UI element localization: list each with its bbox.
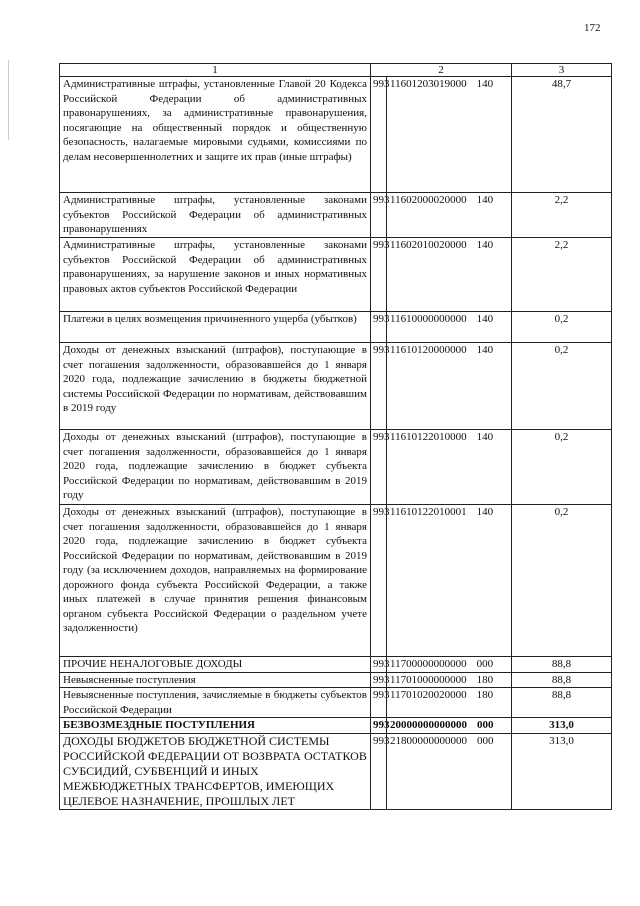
- row-code: [387, 672, 512, 688]
- row-name: БЕЗВОЗМЕЗДНЫЕ ПОСТУПЛЕНИЯ: [60, 718, 371, 734]
- row-kosgu: 180: [476, 673, 494, 686]
- row-name: Доходы от денежных взысканий (штрафов), поступающие в счет погашения задолженности, образовавшейся до 1 января 2020 года, подлежащие зачислению в бюджеты бюджетной системы Российской Федерации по нормативам, действовавшим в 2019 году: [60, 343, 371, 430]
- row-value: 88,8: [512, 672, 612, 688]
- row-value: 2,2: [512, 238, 612, 312]
- table-row: [60, 672, 612, 688]
- revenue-table: [59, 63, 612, 810]
- row-kosgu: 180: [476, 689, 494, 701]
- row-code-number: 21800000000000: [390, 734, 467, 747]
- row-kosgu: 000: [476, 658, 494, 670]
- row-value: 313,0: [512, 718, 612, 734]
- row-value: 0,2: [512, 343, 612, 430]
- row-value: 313,0: [512, 733, 612, 809]
- row-code-number: 11610122010000: [390, 431, 467, 443]
- row-admin: 993: [371, 238, 387, 312]
- row-admin: 993: [371, 657, 387, 673]
- table-row: [60, 657, 612, 673]
- row-admin: 993: [371, 733, 387, 809]
- row-code: [387, 193, 512, 238]
- row-value: 0,2: [512, 505, 612, 657]
- row-code-number: 11701020020000: [390, 689, 467, 701]
- row-name: Доходы от денежных взысканий (штрафов), поступающие в счет погашения задолженности, образовавшейся до 1 января 2020 года, подлежащие зачислению в бюджет субъекта Российской Федерации по нормативам, действовавшим в 2019 году (за исключением доходов, направляемых на формирование дорожного фонда субъекта Российской Федерации, а также иных платежей в случае принятия решения финансовым органом субъекта Российской Федерации о раздельном учете задолженности): [60, 505, 371, 657]
- table-row: [60, 343, 612, 430]
- table-row: [60, 77, 612, 193]
- row-code: [387, 238, 512, 312]
- row-code-number: 11610122010001: [390, 506, 467, 518]
- row-code: [387, 77, 512, 193]
- row-admin: 993: [371, 343, 387, 430]
- row-code-number: 11602010020000: [390, 239, 467, 251]
- header-row: [60, 64, 612, 77]
- row-kosgu: 000: [477, 734, 494, 747]
- row-code: [387, 430, 512, 505]
- row-value: 88,8: [512, 657, 612, 673]
- row-admin: 993: [371, 312, 387, 343]
- row-code-number: 20000000000000: [390, 719, 467, 731]
- row-kosgu: 000: [477, 719, 494, 731]
- row-admin: 993: [371, 505, 387, 657]
- row-value: 0,2: [512, 430, 612, 505]
- row-code-number: 11701000000000: [390, 673, 467, 686]
- row-code-number: 11610000000000: [390, 313, 467, 325]
- page-number: 172: [584, 22, 601, 34]
- row-code: [387, 733, 512, 809]
- table-row: [60, 688, 612, 718]
- row-code: [387, 688, 512, 718]
- row-admin: 993: [371, 672, 387, 688]
- row-kosgu: 140: [476, 194, 494, 206]
- row-name: Административные штрафы, установленные законами субъектов Российской Федерации об административных правонарушениях, за нарушение законов и иных нормативных правовых актов субъектов Российской Федерации: [60, 238, 371, 312]
- row-admin: 993: [371, 430, 387, 505]
- row-name: Платежи в целях возмещения причиненного ущерба (убытков): [60, 312, 371, 343]
- row-code-number: 11602000020000: [390, 194, 467, 206]
- row-name: ПРОЧИЕ НЕНАЛОГОВЫЕ ДОХОДЫ: [60, 657, 371, 673]
- table-row: [60, 733, 612, 809]
- table-row: [60, 193, 612, 238]
- row-name: Доходы от денежных взысканий (штрафов), поступающие в счет погашения задолженности, образовавшейся до 1 января 2020 года, подлежащие зачислению в бюджет субъекта Российской Федерации по нормативам, действовавшим в 2019 году: [60, 430, 371, 505]
- table-row: [60, 312, 612, 343]
- row-admin: 993: [371, 688, 387, 718]
- row-code-number: 11610120000000: [390, 344, 467, 356]
- row-kosgu: 140: [476, 506, 494, 518]
- row-kosgu: 140: [476, 313, 494, 325]
- header-col-2: 2: [371, 64, 512, 77]
- row-kosgu: 140: [476, 431, 494, 443]
- scan-edge-mark: [8, 60, 9, 140]
- table-row: [60, 238, 612, 312]
- table-row: [60, 505, 612, 657]
- row-name: Невыясненные поступления, зачисляемые в бюджеты субъектов Российской Федерации: [60, 688, 371, 718]
- header-col-1: 1: [60, 64, 371, 77]
- row-name: ДОХОДЫ БЮДЖЕТОВ БЮДЖЕТНОЙ СИСТЕМЫ РОССИЙСКОЙ ФЕДЕРАЦИИ ОТ ВОЗВРАТА ОСТАТКОВ СУБСИДИЙ, СУБВЕНЦИЙ И ИНЫХ МЕЖБЮДЖЕТНЫХ ТРАНСФЕРТОВ, ИМЕЮЩИХ ЦЕЛЕВОЕ НАЗНАЧЕНИЕ, ПРОШЛЫХ ЛЕТ: [60, 733, 371, 809]
- row-code: [387, 718, 512, 734]
- row-kosgu: 140: [476, 239, 494, 251]
- row-admin: 993: [371, 77, 387, 193]
- row-code: [387, 657, 512, 673]
- row-value: 88,8: [512, 688, 612, 718]
- row-value: 2,2: [512, 193, 612, 238]
- row-code: [387, 505, 512, 657]
- row-admin: 993: [371, 718, 387, 734]
- row-code: [387, 312, 512, 343]
- row-name: Административные штрафы, установленные Главой 20 Кодекса Российской Федерации об административных правонарушениях, за административные правонарушения, посягающие на общественный порядок и общественную безопасность, налагаемые мировыми судьями, комиссиями по делам несовершеннолетних и защите их прав (иные штрафы): [60, 77, 371, 193]
- row-kosgu: 140: [476, 344, 494, 356]
- row-value: 48,7: [512, 77, 612, 193]
- header-col-3: 3: [512, 64, 612, 77]
- table-row: [60, 718, 612, 734]
- row-value: 0,2: [512, 312, 612, 343]
- row-code: [387, 343, 512, 430]
- row-name: Административные штрафы, установленные законами субъектов Российской Федерации об административных правонарушениях: [60, 193, 371, 238]
- row-code-number: 11601203019000: [390, 78, 467, 90]
- row-admin: 993: [371, 193, 387, 238]
- table-row: [60, 430, 612, 505]
- row-kosgu: 140: [476, 78, 494, 90]
- row-code-number: 11700000000000: [390, 658, 467, 670]
- row-name: Невыясненные поступления: [60, 672, 371, 688]
